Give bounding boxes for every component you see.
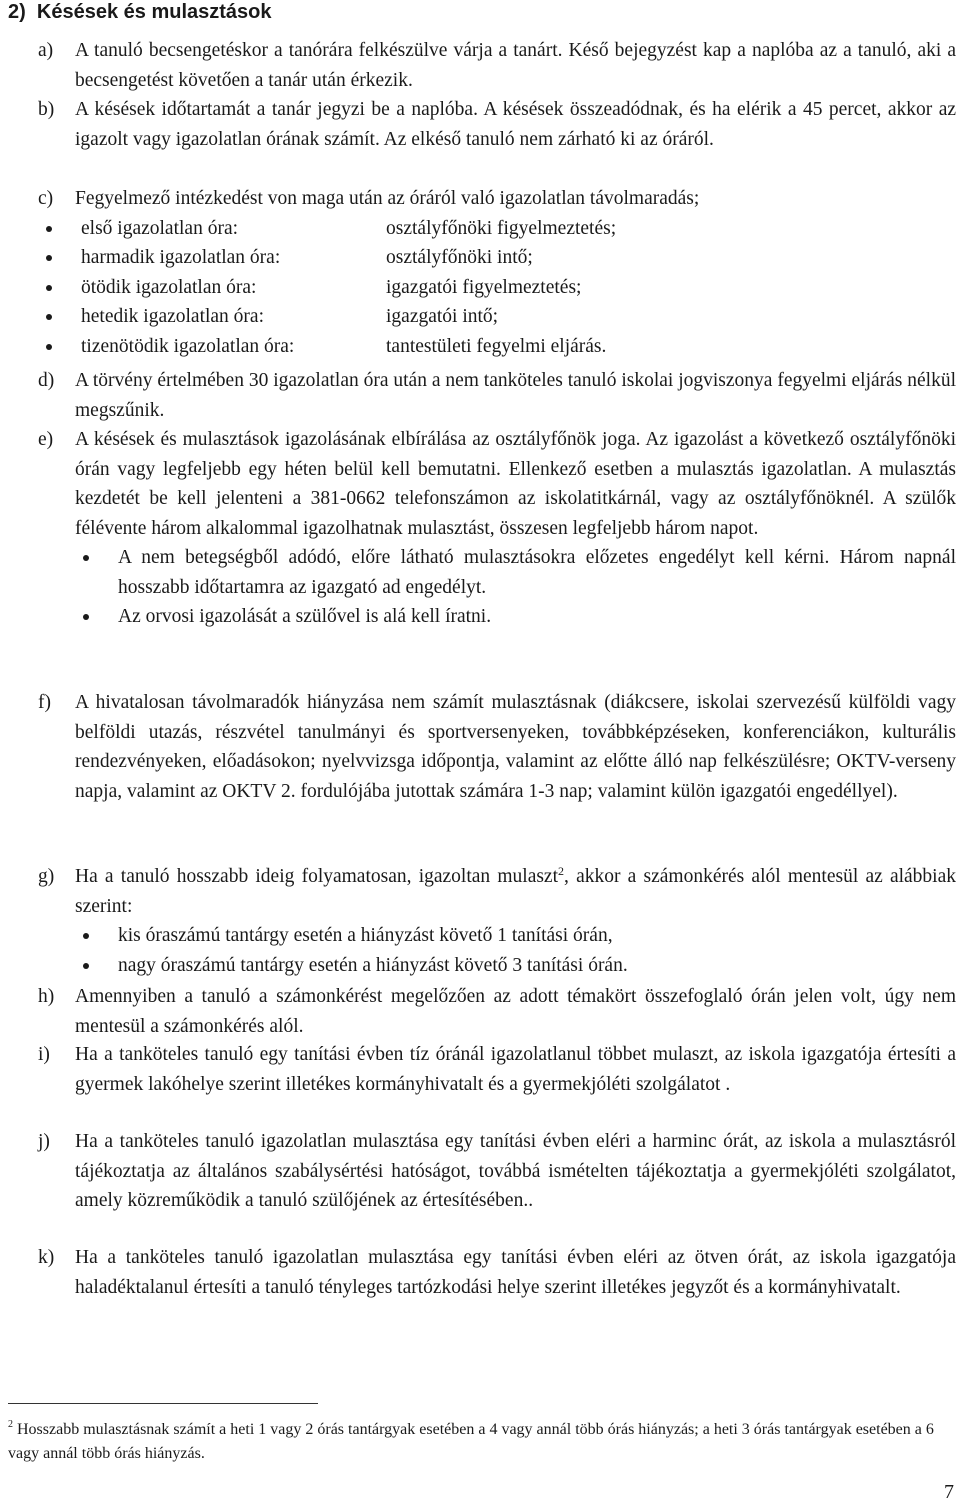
list-item-i	[38, 1040, 956, 1099]
list-item: harmadik igazolatlan óra: osztályfőnöki intő;	[1, 243, 956, 273]
item-label: e)	[38, 429, 54, 450]
list-item-f	[38, 688, 956, 806]
item-label: j)	[38, 1131, 50, 1152]
list-item: ötödik igazolatlan óra: igazgatói figyelmeztetés;	[1, 273, 956, 303]
item-text: A tanuló becsengetéskor a tanórára felkészülve várja a tanárt. Késő bejegyzést kap a naplóba az a tanuló, aki a becsengetést követően a tanár után érkezik.	[75, 40, 956, 91]
item-text: Ha a tanuló hosszabb ideig folyamatosan, igazoltan mulaszt$^2$, akkor a számonkérés alól mentesül az alábbiak szerint:	[75, 864, 957, 917]
list-item: A nem betegségből adódó, előre látható mulasztásokra előzetes engedélyt kell kérni. Három napnál hosszabb időtartamra az igazgató ad engedélyt.	[38, 543, 956, 602]
item-text: A törvény értelmében 30 igazolatlan óra után a nem tanköteles tanuló iskolai jogviszonya fegyelmi eljárás nélkül megszűnik.	[75, 370, 957, 421]
item-text: A hivatalosan távolmaradók hiányzása nem számít mulasztásnak (diákcsere, iskolai szervezésű külföldi vagy belföldi utazás, részvétel tanulmányi és sportversenyeken, továbbképzéseken, konferenciákon, kulturális rendezvényeken, előadásokon; nyelvvizsga időpontja, valamint az előtte álló nap felkészülésre; OKTV-verseny napja, valamint az OKTV 2. fordulójába jutottak számára 1-3 nap; valamint külön igazgatói engedéllyel).	[75, 692, 956, 802]
list-item-d	[38, 366, 956, 425]
item-label: b)	[38, 99, 55, 120]
item-label: c)	[38, 188, 54, 209]
list-item: tizenötödik igazolatlan óra: tantestületi fegyelmi eljárás.	[1, 332, 956, 362]
item-label: i)	[38, 1044, 50, 1065]
list-item: első igazolatlan óra: osztályfőnöki figyelmeztetés;	[1, 214, 956, 244]
item-label: a)	[38, 40, 54, 61]
page-number: 7	[944, 1481, 954, 1503]
list-item-g	[38, 862, 956, 980]
list-item-k	[38, 1243, 956, 1302]
footnote	[8, 1418, 948, 1466]
item-label: k)	[38, 1247, 55, 1268]
item-text: Ha a tanköteles tanuló igazolatlan mulasztása egy tanítási évben eléri az ötven órát, az iskola igazgatója haladéktalanul értesíti a tanuló tényleges tartózkodási helye szerint illetékes jegyzőt és a kormányhivatalt.	[75, 1247, 956, 1298]
section-title: 2) Késések és mulasztások	[8, 1, 272, 23]
exemption-list	[75, 921, 956, 980]
list-item: kis óraszámú tantárgy esetén a hiányzást követő 1 tanítási órán,	[38, 921, 956, 951]
list-item: Az orvosi igazolását a szülővel is alá kell íratni.	[38, 602, 956, 632]
footnote-text: Hosszabb mulasztásnak számít a heti 1 vagy 2 órás tantárgyak esetében a 4 vagy annál több órás hiányzás; a heti 3 órás tantárgyak esetében a 6 vagy annál több órás hiányzás.	[8, 1421, 934, 1462]
list-item: hetedik igazolatlan óra: igazgatói intő;	[1, 302, 956, 332]
item-label: f)	[38, 692, 51, 713]
list-item-c	[38, 184, 956, 361]
item-text: Amennyiben a tanuló a számonkérést megelőzően az adott témakört összefoglaló órán jelen volt, úgy nem mentesül a számonkérés alól.	[75, 986, 956, 1037]
item-text: Ha a tanköteles tanuló egy tanítási évben tíz óránál igazolatlanul többet mulaszt, az iskola igazgatója értesíti a gyermek lakóhelye szerint illetékes kormányhivatalt és a gyermekjóléti szolgálatot .	[75, 1044, 956, 1095]
absence-notes	[75, 543, 956, 632]
list-item-e	[38, 425, 956, 632]
item-text: A késések időtartamát a tanár jegyzi be a naplóba. A késések összeadódnak, és ha elérik a 45 percet, akkor az igazolt vagy igazolatlan órának számít. Az elkéső tanuló nem zárható ki az óráról.	[75, 99, 956, 150]
discipline-list	[1, 214, 956, 362]
item-label: h)	[38, 986, 55, 1007]
list-item-j	[38, 1127, 956, 1216]
list-item-b	[38, 95, 956, 154]
footnote-number: 2	[8, 1419, 13, 1430]
list-item: nagy óraszámú tantárgy esetén a hiányzást követő 3 tanítási órán.	[38, 951, 956, 981]
item-text: Fegyelmező intézkedést von maga után az óráról való igazolatlan távolmaradás;	[75, 188, 700, 209]
item-text: Ha a tanköteles tanuló igazolatlan mulasztása egy tanítási évben eléri a harminc órát, az iskola a mulasztásról tájékoztatja az általános szabálysértési hatóságot, továbbá ismételten tájékoztatja a gyermekjóléti szolgálatot, amely közreműködik a tanuló szülőjének az értesítésében..	[75, 1131, 956, 1211]
list-item-a	[38, 36, 956, 95]
list-item-h	[38, 982, 956, 1041]
footnote-ref[interactable]: 2	[558, 864, 565, 878]
item-label: d)	[38, 370, 55, 391]
footnote-divider	[8, 1403, 318, 1404]
item-text: A késések és mulasztások igazolásának elbírálása az osztályfőnök joga. Az igazolást a következő osztályfőnöki órán vagy legfeljebb egy héten belül kell bemutatni. Ellenkező esetben a mulasztás igazolatlan. A mulasztás kezdetét be kell jelenteni a 381-0662 telefonszámon az iskolatitkárnál, vagy az osztályfőnöknél. A szülők félévente három alkalommal igazolhatnak mulasztást, összesen legfeljebb három napot.	[75, 429, 956, 539]
item-label: g)	[38, 866, 55, 887]
